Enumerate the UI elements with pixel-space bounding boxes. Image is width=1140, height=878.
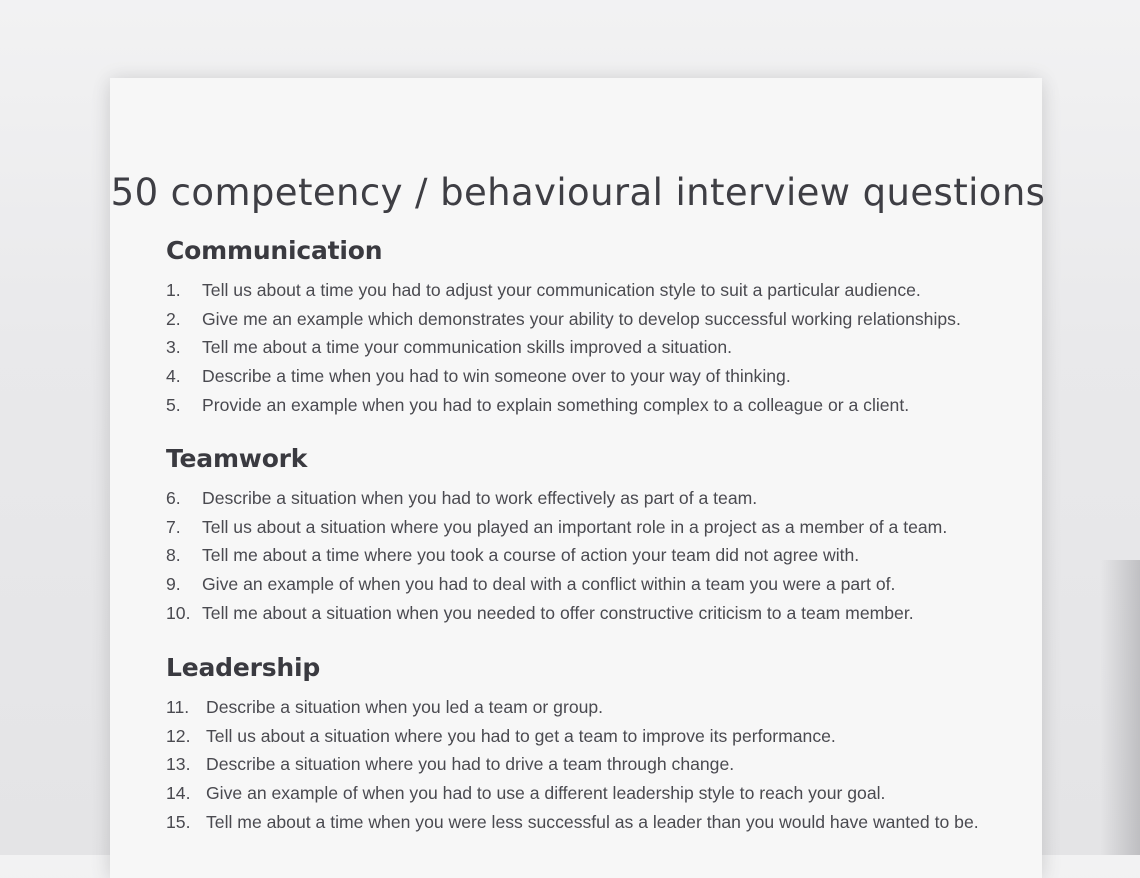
list-item [166, 391, 1026, 420]
question-text: Tell me about a time your communication skills improved a situation. [202, 337, 732, 358]
list-item [166, 599, 1026, 628]
question-text: Describe a situation when you led a team or group. [206, 697, 604, 717]
question-text: Describe a time when you had to win someone over to your way of thinking. [202, 366, 791, 387]
question-number: 5. [166, 394, 181, 415]
list-item [166, 513, 1026, 542]
list-item [166, 750, 1026, 779]
question-number: 8. [166, 545, 181, 566]
question-text: Give an example of when you had to deal with a conflict within a team you were a part of. [202, 574, 896, 595]
list-item [166, 693, 1026, 722]
question-text: Describe a situation when you had to work effectively as part of a team. [202, 488, 758, 508]
list-item [166, 541, 1026, 570]
question-number: 11. [166, 697, 190, 717]
question-number: 4. [166, 366, 181, 387]
list-item [166, 570, 1026, 599]
list-item [166, 484, 1026, 513]
list-item [166, 722, 1026, 751]
question-list [166, 484, 1026, 627]
question-number: 2. [166, 308, 181, 329]
question-number: 9. [166, 574, 181, 595]
question-number: 13. [166, 754, 191, 775]
section-communication [166, 236, 1026, 419]
question-text: Describe a situation where you had to drive a team through change. [206, 754, 735, 775]
question-text: Tell us about a situation where you played an important role in a project as a member of a team. [202, 516, 948, 537]
question-number: 14. [166, 783, 191, 804]
question-text: Provide an example when you had to explain something complex to a colleague or a client. [202, 394, 910, 415]
list-item [166, 276, 1026, 305]
question-text: Give me an example which demonstrates your ability to develop successful working relationships. [202, 308, 961, 329]
question-text: Tell me about a situation when you needed to offer constructive criticism to a team member. [202, 602, 914, 623]
section-teamwork [166, 444, 1026, 627]
question-list [166, 276, 1026, 419]
question-number: 6. [166, 488, 181, 508]
question-text: Tell me about a time where you took a course of action your team did not agree with. [202, 545, 860, 566]
list-item [166, 362, 1026, 391]
section-heading: Teamwork [166, 444, 308, 473]
question-number: 15. [166, 811, 191, 832]
question-text: Tell us about a situation where you had to get a team to improve its performance. [206, 725, 836, 746]
section-heading: Leadership [166, 653, 321, 682]
list-item [166, 333, 1026, 362]
question-text: Give an example of when you had to use a different leadership style to reach your goal. [206, 783, 886, 804]
question-number: 3. [166, 337, 181, 358]
section-heading: Communication [166, 236, 383, 265]
question-number: 10. [166, 602, 191, 623]
question-text: Tell me about a time when you were less successful as a leader than you would have wanted to be. [206, 811, 979, 832]
list-item [166, 779, 1026, 808]
question-list [166, 693, 1026, 836]
document-title: 50 competency / behavioural interview questions [110, 171, 1046, 214]
backdrop-shadow [1100, 560, 1140, 855]
list-item [166, 808, 1026, 837]
list-item [166, 305, 1026, 334]
question-number: 1. [166, 280, 181, 300]
section-leadership [166, 653, 1026, 836]
question-number: 7. [166, 516, 181, 537]
question-number: 12. [166, 725, 191, 746]
question-text: Tell us about a time you had to adjust your communication style to suit a particular audience. [202, 280, 921, 300]
